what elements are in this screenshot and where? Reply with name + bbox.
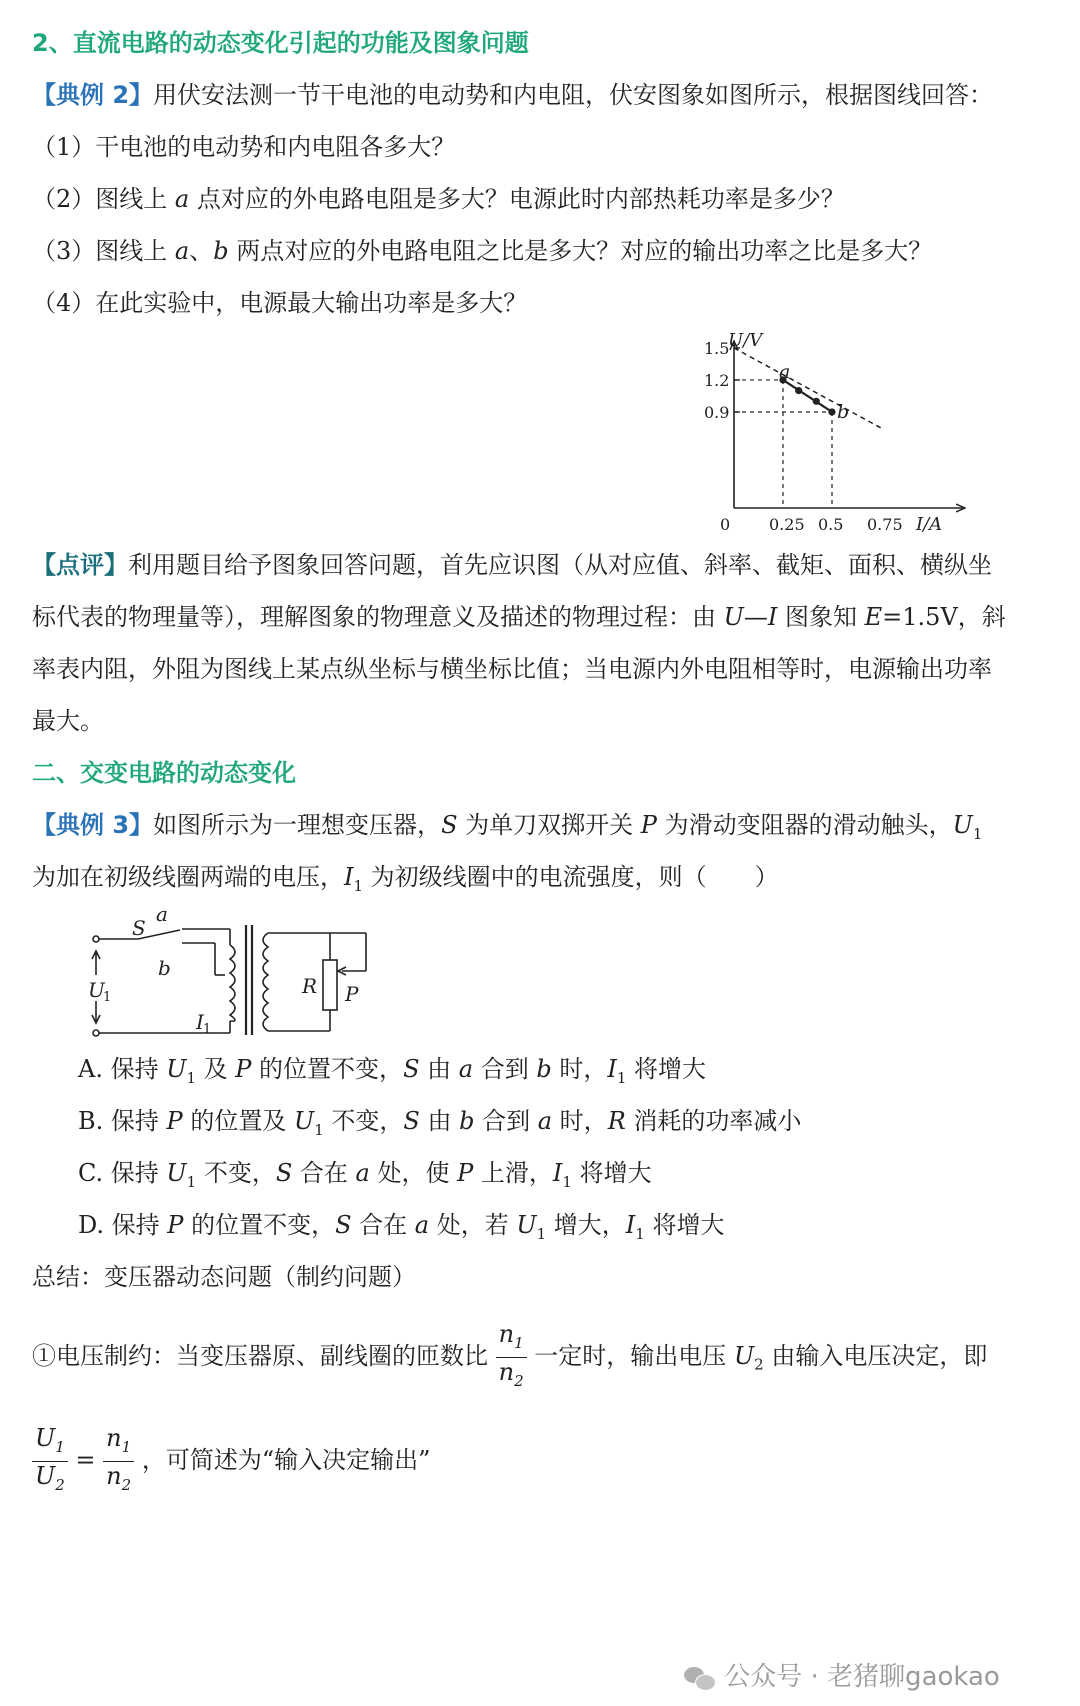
summary-voltage: [32, 1320, 987, 1395]
point-label: a: [779, 360, 791, 383]
example2-intro: [32, 78, 993, 112]
comment-line-2: [32, 600, 1006, 634]
comment-tag: 【点评】: [32, 551, 128, 579]
frac-var: n: [498, 1320, 515, 1348]
summary-formula: [32, 1424, 430, 1499]
option-part: 时，: [551, 1055, 608, 1083]
option-part: U: [166, 1159, 187, 1187]
label-u-sub: 1: [103, 990, 112, 1005]
terminal: [93, 1030, 99, 1036]
frac-var: n: [106, 1424, 122, 1452]
summary-text: ，可简述为“输入决定输出”: [141, 1445, 431, 1474]
x-tick-label: 0: [720, 515, 731, 534]
option-part: 将增大: [644, 1211, 725, 1239]
primary-coil: [230, 945, 235, 1021]
secondary-coil: [263, 933, 268, 1031]
q3-part: 、: [189, 237, 214, 265]
option-part: B. 保持: [78, 1107, 167, 1135]
q3-var-a: a: [174, 237, 190, 265]
terminal: [93, 936, 99, 942]
summary-text: ①电压制约：当变压器原、副线圈的匝数比: [32, 1341, 488, 1370]
option-part: 1: [314, 1120, 324, 1139]
frac-var: n: [498, 1357, 515, 1386]
comment-text: 图象知: [785, 603, 857, 631]
option-part: 不变，: [196, 1159, 276, 1187]
option-part: I: [552, 1159, 563, 1187]
option-part: 1: [536, 1224, 547, 1243]
watermark: [684, 1656, 1000, 1693]
x-axis-label: I/A: [916, 514, 943, 535]
option-part: S: [403, 1055, 420, 1083]
frac-sub: 1: [55, 1437, 65, 1456]
option-part: U: [293, 1107, 315, 1135]
label-i: I: [196, 1010, 204, 1034]
x-tick-label: 0.5: [818, 515, 844, 534]
option-part: 由: [419, 1107, 460, 1135]
option-part: R: [607, 1107, 626, 1135]
option-part: b: [536, 1055, 552, 1083]
comment-text: =1.5V，斜: [882, 603, 1006, 631]
option-part: a: [537, 1107, 553, 1135]
summary-text: 由输入电压决定，即: [771, 1341, 988, 1370]
option-part: A. 保持: [78, 1055, 167, 1083]
question-4: （4）在此实验中，电源最大输出功率是多大？: [32, 289, 528, 317]
data-point: [813, 398, 820, 405]
q2-var-a: a: [174, 185, 190, 213]
option-part: U: [166, 1055, 187, 1083]
option-part: 的位置不变，: [183, 1211, 336, 1239]
option-part: 处，使: [369, 1159, 458, 1187]
ex3-var: I: [344, 863, 354, 891]
example3-tag: 【典例 3】: [32, 811, 154, 839]
option-part: a: [414, 1211, 430, 1239]
option-part: 合在: [292, 1159, 356, 1187]
example3-line-2: [32, 860, 779, 903]
label-b: b: [158, 956, 171, 980]
frac-var: U: [35, 1461, 56, 1490]
option-part: 时，: [552, 1107, 608, 1135]
section-heading-2: 二、交变电路的动态变化: [32, 759, 296, 787]
comment-var: U: [723, 603, 744, 631]
option-part: P: [457, 1159, 474, 1187]
option-part: b: [459, 1107, 475, 1135]
comment-line-1: [32, 548, 992, 582]
ex3-text: 如图所示为一理想变压器，: [153, 811, 442, 839]
comment-var: I: [767, 603, 778, 631]
option-part: 1: [616, 1068, 627, 1087]
q3-part: 两点对应的外电路电阻之比是多大？对应的输出功率之比是多大？: [236, 237, 933, 265]
comment-line-4: 最大。: [32, 707, 104, 735]
option-part: 的位置及: [182, 1107, 294, 1135]
ex3-text: 为单刀双掷开关: [465, 811, 634, 839]
ex3-sub: 1: [353, 876, 364, 895]
q3-part: （3）图线上: [32, 237, 168, 265]
resistor: [323, 960, 337, 1010]
dashed-line: [734, 348, 881, 428]
option-part: 上滑，: [473, 1159, 553, 1187]
ex3-var: S: [441, 811, 458, 839]
question-3: [32, 234, 932, 268]
label-p: P: [345, 982, 359, 1006]
summary-text: 一定时，输出电压: [534, 1341, 727, 1370]
frac-var: U: [35, 1424, 56, 1452]
example3-line-1: [32, 808, 982, 851]
comment-text: 标代表的物理量等），理解图象的物理意义及描述的物理过程：由: [32, 603, 716, 631]
option-part: I: [625, 1211, 636, 1239]
x-tick-label: 0.75: [867, 515, 903, 534]
option-part: 消耗的功率减小: [625, 1107, 802, 1135]
data-point: [795, 387, 802, 394]
option-part: S: [335, 1211, 352, 1239]
option-part: 增大，: [546, 1211, 626, 1239]
comment-text: 利用题目给予图象回答问题，首先应识图（从对应值、斜率、截矩、面积、横纵坐: [128, 551, 992, 579]
label-a: a: [156, 905, 168, 926]
watermark-text: 公众号 · 老猪聊gaokao: [724, 1662, 1000, 1692]
option-b: [78, 1104, 801, 1147]
option-part: P: [167, 1211, 184, 1239]
ex3-text: 为加在初级线圈两端的电压，: [32, 863, 344, 891]
wechat-icon: [684, 1665, 716, 1691]
voltage-ratio: [32, 1424, 68, 1499]
question-2: [32, 182, 845, 216]
label-s: S: [132, 916, 146, 940]
turns-ratio-2: [103, 1424, 134, 1499]
data-point: [828, 408, 835, 415]
frac-sub: 2: [121, 1475, 132, 1494]
question-1: （1）干电池的电动势和内电阻各多大？: [32, 133, 456, 161]
option-part: 的位置不变，: [251, 1055, 404, 1083]
label-i-sub: 1: [203, 1022, 212, 1037]
option-part: 1: [186, 1172, 197, 1191]
turns-ratio: [496, 1320, 527, 1395]
option-part: 及: [196, 1055, 236, 1083]
example2-tag: 【典例 2】: [32, 81, 154, 109]
option-part: 处，若: [429, 1211, 517, 1239]
frac-sub: 2: [514, 1371, 524, 1390]
y-tick-label: 0.9: [704, 402, 730, 422]
summary-var: U: [733, 1341, 755, 1370]
option-part: C. 保持: [78, 1159, 167, 1187]
equals: =: [75, 1445, 96, 1474]
q2-part: 点对应的外电路电阻是多大？电源此时内部热耗功率是多少？: [196, 185, 845, 213]
ex3-sub: 1: [972, 824, 983, 843]
option-a: [78, 1052, 706, 1095]
ex3-var: U: [952, 811, 973, 839]
option-part: I: [607, 1055, 617, 1083]
option-part: 不变，: [323, 1107, 404, 1135]
q3-var-b: b: [213, 237, 229, 265]
transformer-circuit: [80, 905, 400, 1045]
option-part: 1: [186, 1068, 196, 1087]
option-part: S: [275, 1159, 293, 1187]
y-tick-label: 1.5: [704, 338, 730, 358]
option-part: 1: [562, 1172, 572, 1191]
label-u: U: [88, 978, 105, 1002]
ui-chart: [690, 330, 980, 540]
y-axis-label: U/V: [728, 330, 763, 351]
summary-title: 总结：变压器动态问题（制约问题）: [32, 1263, 416, 1291]
option-part: D. 保持: [78, 1211, 168, 1239]
option-part: 由: [419, 1055, 459, 1083]
data-segment: [783, 380, 832, 412]
ex3-text: 为初级线圈中的电流强度，则（ ）: [370, 863, 779, 891]
ex3-text: 为滑动变阻器的滑动触头，: [664, 811, 953, 839]
y-tick-label: 1.2: [704, 370, 730, 390]
option-c: [78, 1156, 652, 1199]
option-d: [78, 1208, 724, 1251]
comment-text: —: [743, 603, 768, 631]
q2-part: （2）图线上: [32, 185, 168, 213]
ex3-var: P: [640, 811, 657, 839]
label-r: R: [302, 974, 318, 998]
comment-line-3: 率表内阻，外阻为图线上某点纵坐标与横坐标比值；当电源内外电阻相等时，电源输出功率: [32, 655, 992, 683]
frac-var: n: [106, 1461, 122, 1490]
frac-sub: 1: [121, 1437, 132, 1456]
frac-sub: 2: [55, 1475, 65, 1494]
option-part: a: [355, 1159, 370, 1187]
option-part: 1: [635, 1224, 645, 1243]
frac-sub: 1: [514, 1333, 524, 1352]
option-part: U: [516, 1211, 537, 1239]
option-part: P: [166, 1107, 183, 1135]
option-part: 将增大: [571, 1159, 652, 1187]
option-part: 合在: [351, 1211, 415, 1239]
example2-text: 用伏安法测一节干电池的电动势和内电阻，伏安图象如图所示，根据图线回答：: [153, 81, 994, 109]
section-heading: 2、直流电路的动态变化引起的功能及图象问题: [32, 29, 529, 57]
option-part: 合到: [473, 1055, 537, 1083]
option-part: S: [403, 1107, 420, 1135]
point-label: b: [837, 400, 850, 423]
x-tick-label: 0.25: [769, 515, 805, 534]
option-part: 将增大: [626, 1055, 707, 1083]
option-part: a: [458, 1055, 474, 1083]
comment-var: E: [864, 603, 883, 631]
option-part: 合到: [474, 1107, 538, 1135]
summary-sub: 2: [754, 1355, 764, 1374]
option-part: P: [235, 1055, 252, 1083]
